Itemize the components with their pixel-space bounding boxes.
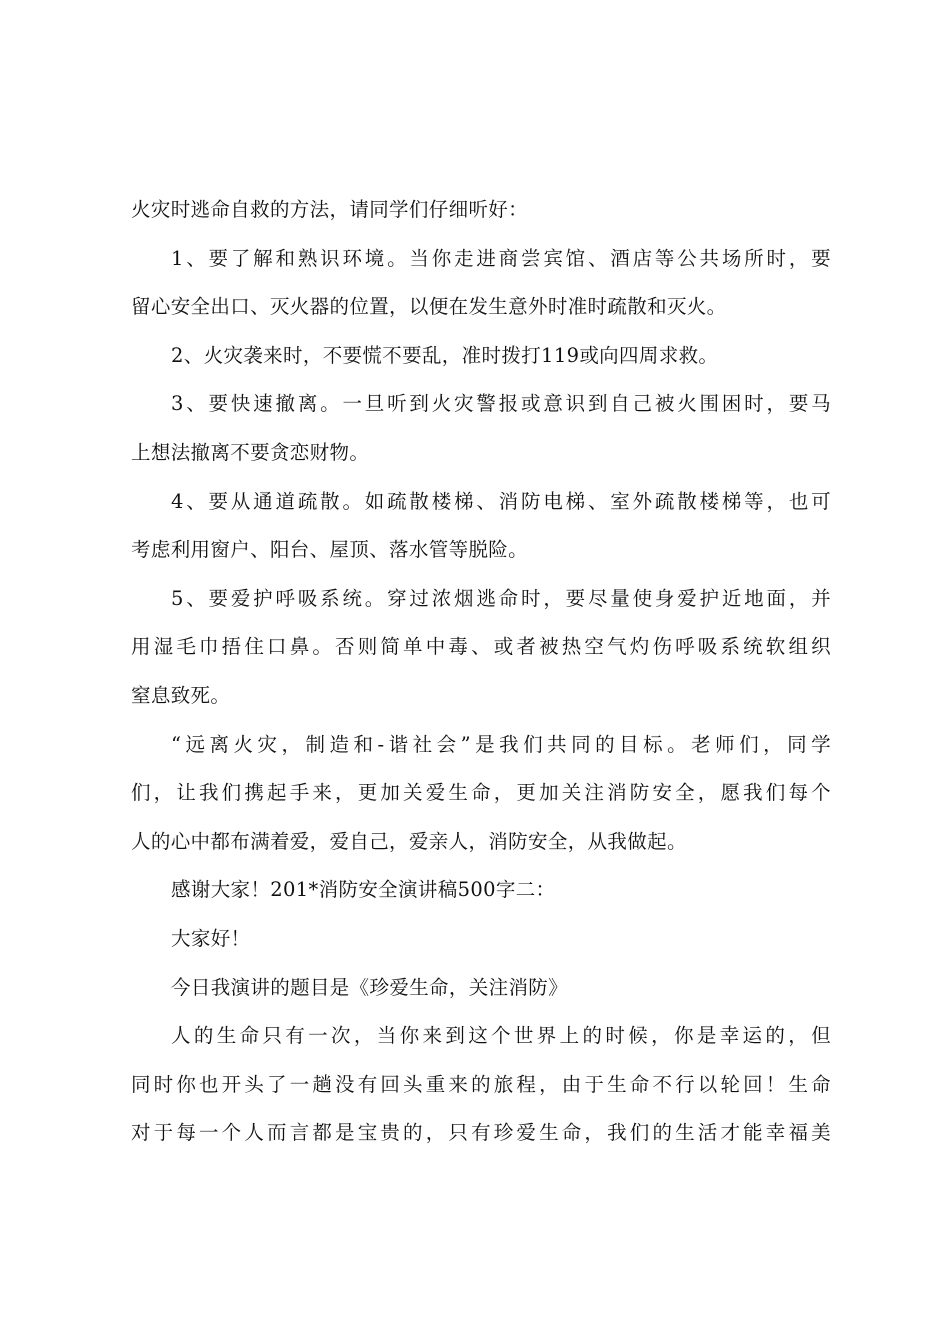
- document-body: [131, 186, 831, 1158]
- text-line-5: 3、要快速撤离。一旦听到火灾警报或意识到自己被火围困时，要马: [171, 392, 831, 416]
- text-line-8: 考虑利用窗户、阳台、屋顶、落水管等脱险。: [131, 538, 529, 562]
- text-line-19: 同时你也开头了一趟没有回头重来的旅程，由于生命不行以轮回！生命: [131, 1072, 831, 1096]
- text-line-10: 用湿毛巾捂住口鼻。否则简单中毒、或者被热空气灼伤呼吸系统软组织: [131, 635, 831, 659]
- text-line-6: 上想法撤离不要贪恋财物。: [131, 440, 370, 464]
- text-line-4: 2、火灾袭来时，不要慌不要乱，准时拨打119或向四周求救。: [171, 343, 719, 367]
- text-line-9: 5、要爱护呼吸系统。穿过浓烟逃命时，要尽量使身爱护近地面，并: [171, 586, 831, 610]
- text-line-3: 留心安全出口、灭火器的位置，以便在发生意外时准时疏散和灭火。: [131, 295, 727, 319]
- text-line-2: 1、要了解和熟识环境。当你走进商尝宾馆、酒店等公共场所时，要: [171, 246, 831, 270]
- text-line-16: 大家好！: [171, 926, 251, 950]
- text-line-13: 们，让我们携起手来，更加关爱生命，更加关注消防安全，愿我们每个: [131, 781, 831, 805]
- text-line-11: 窒息致死。: [131, 683, 231, 707]
- text-line-14: 人的心中都布满着爱，爱自己，爱亲人，消防安全，从我做起。: [131, 829, 687, 853]
- text-line-17: 今日我演讲的题目是《珍爱生命，关注消防》: [171, 975, 569, 999]
- text-line-12: “远离火灾，制造和-谐社会”是我们共同的目标。老师们，同学: [171, 732, 831, 756]
- text-line-1: 火灾时逃命自救的方法，请同学们仔细听好：: [131, 198, 529, 221]
- text-line-15: 感谢大家！201*消防安全演讲稿500字二：: [171, 878, 556, 902]
- text-line-7: 4、要从通道疏散。如疏散楼梯、消防电梯、室外疏散楼梯等，也可: [171, 489, 831, 513]
- text-line-18: 人的生命只有一次，当你来到这个世界上的时候，你是幸运的，但: [171, 1024, 831, 1048]
- text-line-20: 对于每一个人而言都是宝贵的，只有珍爱生命，我们的生活才能幸福美: [131, 1121, 831, 1145]
